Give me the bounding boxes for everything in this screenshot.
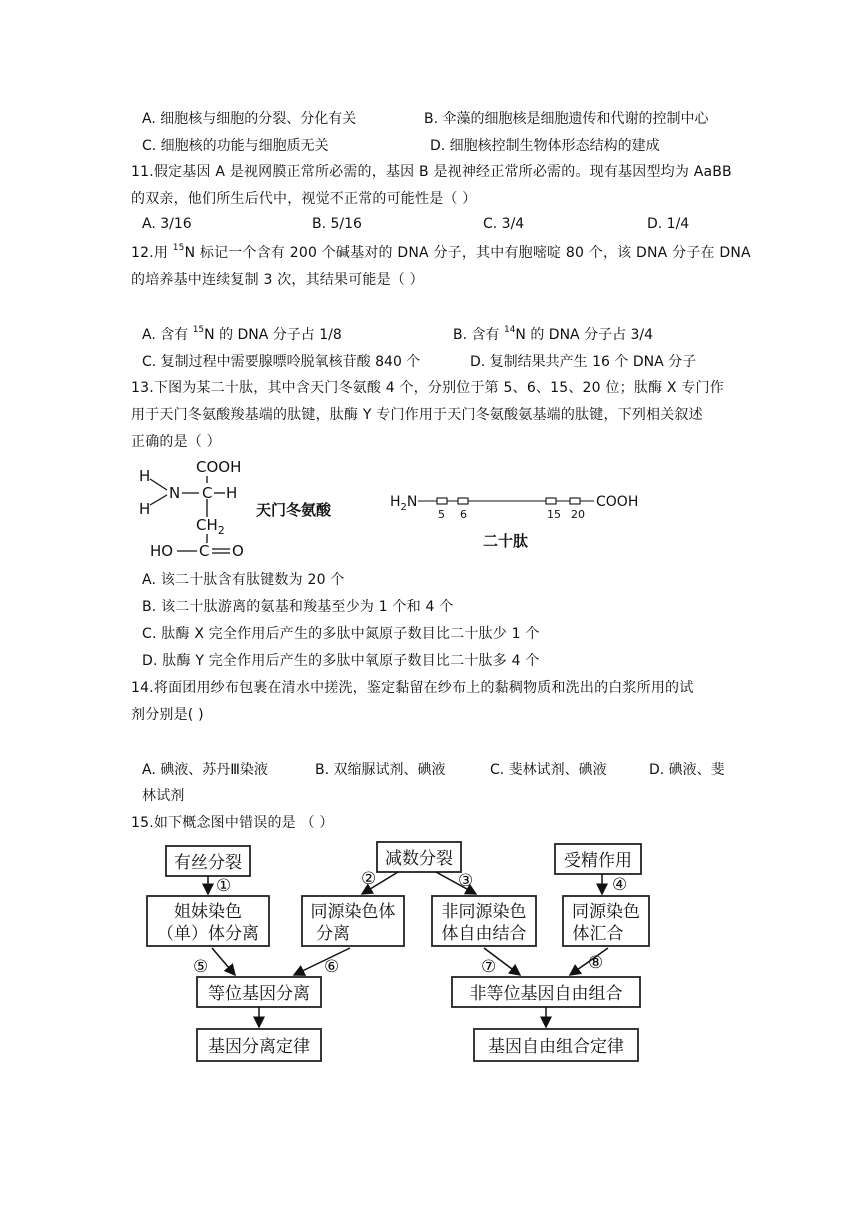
opt-text: B. 含有 — [453, 327, 504, 343]
position-20: 20 — [571, 508, 585, 521]
atom-h-right: H — [226, 484, 238, 502]
q15-stem: 15.如下概念图中错误的是 （ ） — [131, 815, 334, 831]
atom-h-top: H — [139, 467, 151, 485]
label-mitosis: 有丝分裂 — [174, 853, 242, 873]
q12-option-d: D. 复制结果共产生 16 个 DNA 分子 — [470, 354, 697, 370]
marker-2: ② — [361, 869, 377, 889]
q11-option-b: B. 5/16 — [312, 216, 362, 232]
group-ho: HO — [150, 542, 174, 560]
atom-c-carboxyl: C — [199, 542, 210, 560]
label-fertilization: 受精作用 — [564, 851, 632, 871]
q13-stem-line3: 正确的是（ ） — [131, 434, 221, 450]
label-nonhomolog-1: 非同源染色 — [441, 902, 527, 922]
h: H — [390, 494, 401, 510]
icosapeptide-diagram — [388, 480, 658, 550]
marker-6: ⑥ — [324, 957, 340, 977]
atom-c-alpha: C — [202, 484, 213, 502]
q12-option-a — [142, 324, 453, 344]
isotope-superscript: 15 — [192, 325, 205, 336]
q11-option-a: A. 3/16 — [142, 216, 192, 232]
q11-option-d: D. 1/4 — [647, 216, 690, 232]
q10-option-b: B. 伞藻的细胞核是细胞遗传和代谢的控制中心 — [424, 111, 709, 127]
q13-stem-line1: 13.下图为某二十肽，其中含天门冬氨酸 4 个，分别位于第 5、6、15、20 位；肽酶 X 专门作 — [131, 380, 724, 396]
q13-option-d: D. 肽酶 Y 完全作用后产生的多肽中氧原子数目比二十肽多 4 个 — [142, 653, 540, 669]
group-ch2 — [196, 516, 225, 537]
q12-option-b — [453, 324, 653, 344]
q13-stem-line2: 用于天门冬氨酸羧基端的肽键，肽酶 Y 专门作用于天门冬氨酸氨基端的肽键，下列相关叙述 — [131, 407, 703, 423]
carboxyl-terminus: COOH — [596, 494, 639, 510]
q14-option-c: C. 斐林试剂、碘液 — [490, 762, 607, 778]
q13-option-c: C. 肽酶 X 完全作用后产生的多肽中氮原子数目比二十肽少 1 个 — [142, 626, 540, 642]
q10-option-c: C. 细胞核的功能与细胞质无关 — [142, 138, 329, 154]
q11-stem-line1: 11.假定基因 A 是视网膜正常所必需的，基因 B 是视神经正常所必需的。现有基因型均为 AaBB — [131, 164, 732, 180]
atom-h-bottom: H — [139, 500, 151, 518]
q12-option-c: C. 复制过程中需要腺嘌呤脱氧核苷酸 840 个 — [142, 354, 421, 370]
amino-terminus — [390, 494, 417, 513]
position-15: 15 — [547, 508, 561, 521]
label-allele-separation: 等位基因分离 — [208, 984, 310, 1004]
residue-5 — [437, 498, 447, 504]
icosapeptide-caption: 二十肽 — [483, 532, 529, 550]
q14-option-b: B. 双缩脲试剂、碘液 — [315, 762, 446, 778]
marker-5: ⑤ — [193, 957, 209, 977]
isotope-superscript: 15 — [172, 243, 185, 254]
aspartic-caption: 天门冬氨酸 — [256, 501, 332, 519]
label-homolog-sep-1: 同源染色体 — [310, 902, 396, 922]
residue-6 — [458, 498, 468, 504]
q11-options — [142, 216, 689, 232]
q11-stem-line2: 的双亲，他们所生后代中，视觉不正常的可能性是（ ） — [131, 191, 477, 207]
ch: CH — [196, 516, 218, 534]
q14-stem-line1: 14.将面团用纱布包裹在清水中搓洗，鉴定黏留在纱布上的黏稠物质和洗出的白浆所用的试 — [131, 680, 694, 696]
q12-stem-line1 — [131, 243, 751, 263]
q12-stem-line2: 的培养基中连续复制 3 次，其结果可能是（ ） — [131, 272, 424, 288]
label-homolog-join-1: 同源染色 — [572, 902, 640, 922]
marker-4: ④ — [612, 875, 628, 895]
q14-option-a: A. 碘液、苏丹Ⅲ染液 — [142, 762, 268, 778]
group-cooh: COOH — [196, 458, 242, 476]
n: N — [406, 494, 418, 510]
marker-3: ③ — [458, 871, 474, 891]
q14-stem-line2: 剂分别是( ) — [131, 707, 204, 723]
q10-option-a: A. 细胞核与细胞的分裂、分化有关 — [142, 111, 357, 127]
position-6: 6 — [460, 508, 467, 521]
label-independent-law: 基因自由组合定律 — [488, 1037, 624, 1057]
q11-option-c: C. 3/4 — [483, 216, 525, 232]
opt-text: A. 含有 — [142, 327, 193, 343]
q12-options-row1 — [142, 324, 653, 344]
concept-map — [140, 836, 670, 1066]
arrow-5 — [212, 948, 235, 975]
isotope-superscript: 14 — [503, 325, 516, 336]
subscript: 2 — [400, 502, 407, 513]
label-homolog-join-2: 体汇合 — [572, 924, 624, 944]
q12-text: N 标记一个含有 200 个碱基对的 DNA 分子，其中有胞嘧啶 80 个，该 DNA 分子在 DNA — [184, 245, 751, 261]
position-5: 5 — [438, 508, 445, 521]
label-nonhomolog-2: 体自由结合 — [441, 924, 527, 944]
label-nonallele-combination: 非等位基因自由组合 — [469, 984, 623, 1004]
label-meiosis: 减数分裂 — [385, 849, 453, 869]
q14-option-d-continued: 林试剂 — [142, 788, 185, 804]
q10-option-d: D. 细胞核控制生物体形态结构的建成 — [430, 138, 660, 154]
residue-15 — [546, 498, 556, 504]
q10-options-row1 — [142, 108, 709, 128]
marker-8: ⑧ — [588, 953, 604, 973]
label-sister-1: 姐妹染色 — [174, 902, 242, 922]
marker-1: ① — [216, 876, 232, 896]
label-homolog-sep-2: 分离 — [316, 924, 350, 944]
label-segregation-law: 基因分离定律 — [208, 1037, 310, 1057]
q14-option-d: D. 碘液、斐 — [649, 762, 725, 778]
aspartic-acid-structure — [136, 455, 366, 565]
atom-o: O — [232, 542, 244, 560]
residue-20 — [570, 498, 580, 504]
q14-options — [142, 759, 725, 779]
subscript: 2 — [217, 524, 225, 537]
q12-text: 12.用 — [131, 245, 173, 261]
arrow-6 — [294, 948, 350, 975]
q10-options-row2 — [142, 135, 660, 155]
opt-text: N 的 DNA 分子占 3/4 — [515, 327, 654, 343]
atom-n: N — [169, 484, 181, 502]
opt-text: N 的 DNA 分子占 1/8 — [204, 327, 342, 343]
q13-option-b: B. 该二十肽游离的氨基和羧基至少为 1 个和 4 个 — [142, 599, 454, 615]
q13-option-a: A. 该二十肽含有肽键数为 20 个 — [142, 572, 345, 588]
marker-7: ⑦ — [481, 957, 497, 977]
label-sister-2: （单）体分离 — [157, 924, 259, 944]
q12-options-row2 — [142, 351, 696, 371]
